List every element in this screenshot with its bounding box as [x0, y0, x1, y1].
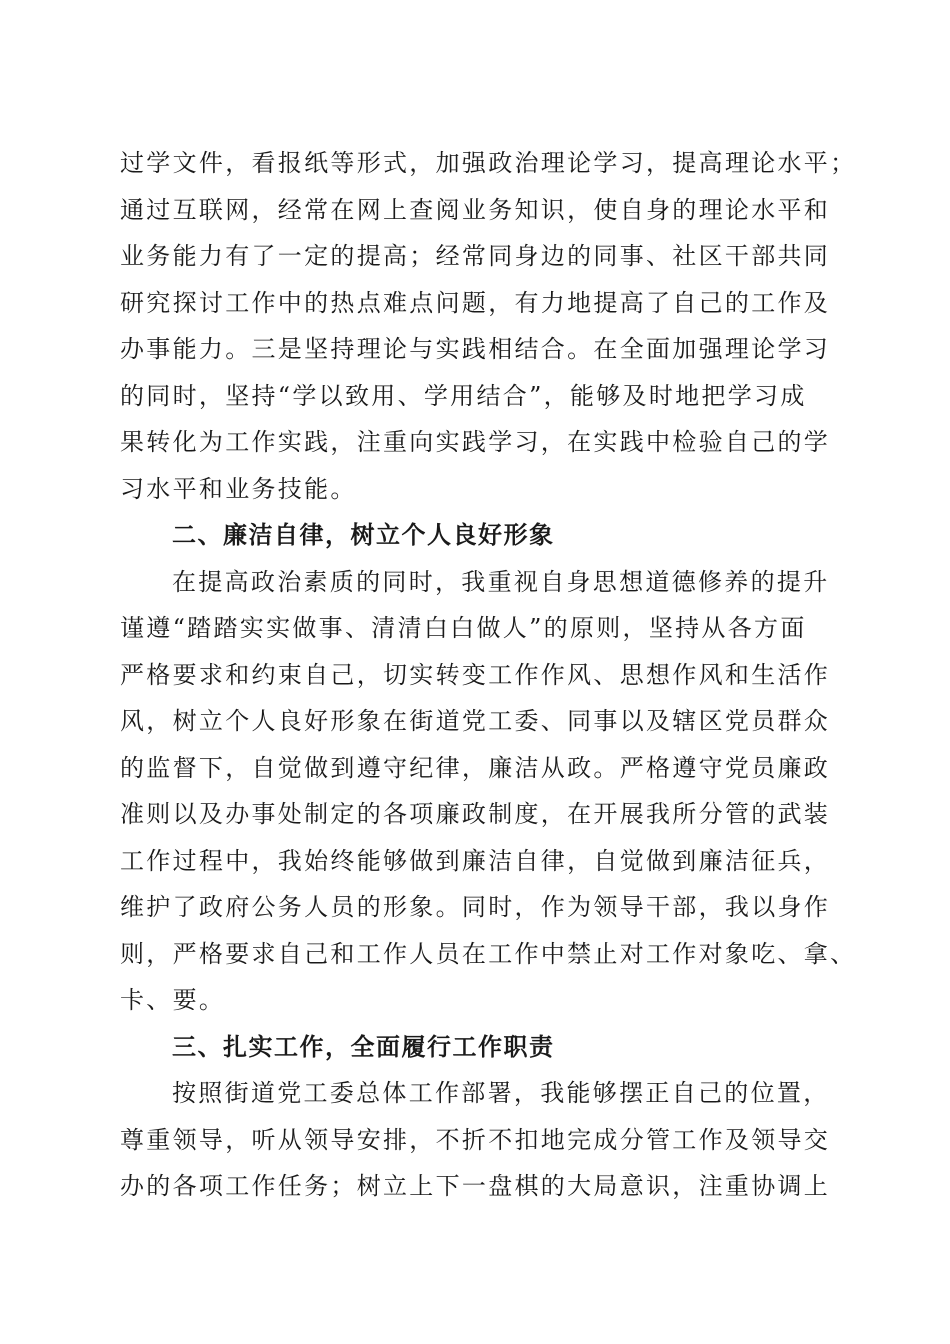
document-body [120, 140, 857, 1210]
body-text-line: 办的各项工作任务；树立上下一盘棋的大局意识，注重协调上 [120, 1172, 831, 1200]
body-text-line: 在提高政治素质的同时，我重视自身思想道德修养的提升 [172, 567, 830, 596]
body-text-line: 风，树立个人良好形象在街道党工委、同事以及辖区党员群众 [120, 707, 831, 735]
body-text-line: 准则以及办事处制定的各项廉政制度，在开展我所分管的武装 [120, 800, 831, 828]
body-text-line: 果转化为工作实践，注重向实践学习，在实践中检验自己的学 [120, 428, 831, 456]
body-text-line: 严格要求和约束自己，切实转变工作作风、思想作风和生活作 [120, 660, 831, 689]
body-text-line: 按照街道党工委总体工作部署，我能够摆正自己的位置， [172, 1079, 830, 1107]
body-text-line: 通过互联网，经常在网上查阅业务知识，使自身的理论水平和 [120, 195, 831, 224]
body-text-line: 则，严格要求自己和工作人员在工作中禁止对工作对象吃、拿、 [120, 939, 857, 968]
body-text-line: 业务能力有了一定的提高；经常同身边的同事、社区干部共同 [120, 242, 831, 270]
body-text-line: 习水平和业务技能。 [120, 474, 357, 503]
body-text-line: 办事能力。三是坚持理论与实践相结合。在全面加强理论学习 [120, 335, 831, 363]
body-text-line: 工作过程中，我始终能够做到廉洁自律，自觉做到廉洁征兵， [120, 846, 831, 875]
body-text-line: 研究探讨工作中的热点难点问题，有力地提高了自己的工作及 [120, 288, 831, 317]
body-text-line: 卡、要。 [120, 986, 226, 1014]
body-text-line: 谨遵“踏踏实实做事、清清白白做人”的原则，坚持从各方面 [120, 614, 807, 642]
body-text-line: 尊重领导，听从领导安排，不折不扣地完成分管工作及领导交 [120, 1125, 831, 1154]
section-heading: 二、廉洁自律，树立个人良好形象 [172, 521, 555, 549]
body-text-line: 的同时，坚持“学以致用、学用结合”，能够及时地把学习成 [120, 381, 807, 410]
body-text-line: 过学文件，看报纸等形式，加强政治理论学习，提高理论水平； [120, 149, 857, 177]
section-heading: 三、扎实工作，全面履行工作职责 [172, 1032, 555, 1061]
body-text-line: 的监督下，自觉做到遵守纪律，廉洁从政。严格遵守党员廉政 [120, 753, 831, 782]
body-text-line: 维护了政府公务人员的形象。同时，作为领导干部，我以身作 [120, 893, 831, 921]
